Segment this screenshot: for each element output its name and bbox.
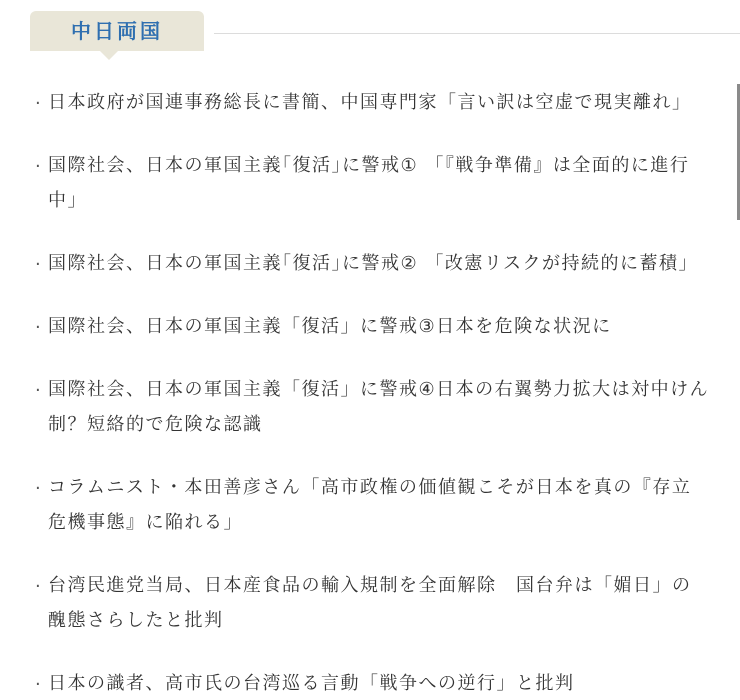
- news-link[interactable]: 台湾民進党当局、日本産食品の輸入規制を全面解除 国台弁は「媚日」の醜態さらしたと批判: [48, 575, 692, 631]
- news-link[interactable]: 日本の識者、高市氏の台湾巡る言動「戦争への逆行」と批判: [48, 673, 575, 694]
- bullet-icon: ·: [35, 93, 43, 114]
- bullet-icon: ·: [35, 674, 43, 695]
- news-list: [30, 85, 710, 700]
- section-header: [30, 11, 740, 59]
- tab-pointer-arrow: [100, 51, 118, 60]
- news-item: [30, 470, 710, 540]
- bullet-icon: ·: [35, 380, 43, 401]
- section-tab[interactable]: [30, 11, 204, 51]
- news-item: [30, 148, 710, 218]
- news-link[interactable]: 国際社会、日本の軍国主義｢復活｣に警戒① 「『戦争準備』は全面的に進行中」: [48, 155, 690, 211]
- news-link[interactable]: 国際社会、日本の軍国主義「復活」に警戒③日本を危険な状況に: [48, 316, 612, 337]
- bullet-icon: ·: [35, 576, 43, 597]
- bullet-icon: ·: [35, 317, 43, 338]
- section-title: 中日両国: [71, 19, 163, 43]
- news-item: [30, 372, 710, 442]
- news-link[interactable]: 日本政府が国連事務総長に書簡、中国専門家「言い訳は空虚で現実離れ」: [48, 92, 692, 113]
- news-link[interactable]: コラムニスト・本田善彦さん「高市政権の価値観こそが日本を真の『存立危機事態』に陥れる」: [48, 477, 692, 533]
- bullet-icon: ·: [35, 156, 43, 177]
- news-link[interactable]: 国際社会、日本の軍国主義｢復活｣に警戒② 「改憲リスクが持続的に蓄積」: [48, 253, 698, 274]
- bullet-icon: ·: [35, 478, 43, 499]
- news-item: [30, 568, 710, 638]
- news-item: [30, 309, 710, 344]
- news-item: [30, 85, 710, 120]
- bullet-icon: ·: [35, 254, 43, 275]
- news-link[interactable]: 国際社会、日本の軍国主義「復活」に警戒④日本の右翼勢力拡大は対中けん制？短絡的で危険な認識: [48, 379, 710, 435]
- news-item: [30, 246, 710, 281]
- news-item: [30, 666, 710, 700]
- header-divider: [214, 33, 740, 34]
